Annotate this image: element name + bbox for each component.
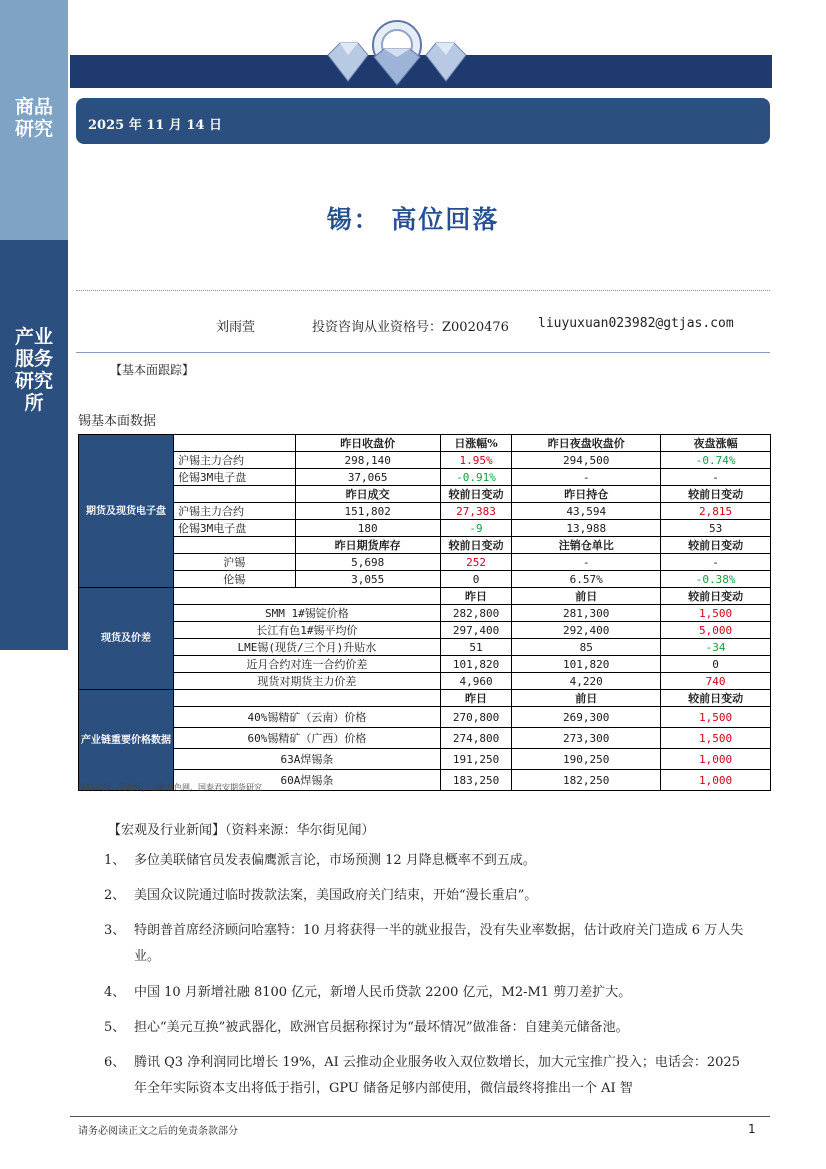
news-number: 5、: [104, 1020, 126, 1035]
author-email[interactable]: liuyuxuan023982@gtjas.com: [538, 316, 734, 331]
news-number: 4、: [104, 985, 126, 1000]
table-cell: 5,000: [661, 622, 771, 639]
row-label: 沪锡: [174, 554, 296, 571]
column-header: 前日: [512, 690, 661, 707]
table-cell: 1,500: [661, 707, 771, 728]
table-cell: 43,594: [512, 503, 661, 520]
row-label: 沪锡主力合约: [174, 452, 296, 469]
table-row: [79, 520, 771, 537]
column-header: 昨日: [440, 690, 511, 707]
tin-fundamental-table: [78, 434, 771, 791]
table-row: [79, 469, 771, 486]
table-row: [79, 605, 771, 622]
table-header-row: [79, 486, 771, 503]
news-text: 中国 10 月新增社融 8100 亿元，新增人民币贷款 2200 亿元，M2-M1 剪刀差扩大。: [134, 985, 632, 1000]
table-cell: 37,065: [295, 469, 440, 486]
table-cell: 2,815: [661, 503, 771, 520]
column-header: 较前日变动: [661, 537, 771, 554]
table-cell: 273,300: [512, 728, 661, 749]
column-header: 较前日变动: [661, 588, 771, 605]
divider-solid: [76, 352, 770, 353]
table-cell: 4,220: [512, 673, 661, 690]
table-cell: 282,800: [440, 605, 511, 622]
group-label-industry: 产业链重要价格数据: [79, 690, 174, 791]
table-row: [79, 639, 771, 656]
news-text: 担心“美元互换”被武器化，欧洲官员据称探讨为“最坏情况”做准备：自建美元储备池。: [134, 1020, 629, 1035]
table-caption: 锡基本面数据: [78, 414, 157, 429]
table-cell: 101,820: [440, 656, 511, 673]
news-text: 腾讯 Q3 净利润同比增长 19%，AI 云推动企业服务收入双位数增长，加大元宝推广投入；电话会：2025 年全年实际资本支出将低于指引，GPU 储备足够内部使用，微信最终将推出一个 AI 智: [134, 1055, 740, 1096]
page-title: 锡： 高位回落: [326, 205, 500, 234]
column-header: 昨日持仓: [512, 486, 661, 503]
table-cell: 270,800: [440, 707, 511, 728]
column-header: 昨日: [440, 588, 511, 605]
column-header: 昨日成交: [295, 486, 440, 503]
table-cell: 298,140: [295, 452, 440, 469]
table-row: [79, 622, 771, 639]
table-cell: 101,820: [512, 656, 661, 673]
column-header: 昨日收盘价: [295, 435, 440, 452]
row-label: SMM 1#锡锭价格: [174, 605, 441, 622]
section-heading-news: 【宏观及行业新闻】（资料来源：华尔街见闻）: [108, 823, 375, 838]
table-cell: -: [661, 469, 771, 486]
table-cell: 183,250: [440, 770, 511, 791]
row-label: 近月合约对连一合约价差: [174, 656, 441, 673]
group-label-spot: 现货及价差: [79, 588, 174, 690]
table-cell: -34: [661, 639, 771, 656]
table-cell: -0.38%: [661, 571, 771, 588]
page-number: 1: [748, 1122, 756, 1136]
table-cell: 13,988: [512, 520, 661, 537]
author-name: 刘雨萱: [216, 320, 256, 335]
row-label: 伦锡: [174, 571, 296, 588]
author-qualification: 投资咨询从业资格号：Z0020476: [312, 320, 509, 335]
column-header: 较前日变动: [661, 486, 771, 503]
news-number: 1、: [104, 853, 126, 868]
table-header-row: [79, 537, 771, 554]
news-item: [104, 1050, 754, 1102]
news-item: [104, 980, 754, 1006]
news-text: 特朗普首席经济顾问哈塞特：10 月将获得一半的就业报告，没有失业率数据，估计政府关门造成 6 万人失业。: [134, 923, 744, 964]
table-cell: 269,300: [512, 707, 661, 728]
row-label: 沪锡主力合约: [174, 503, 296, 520]
news-number: 2、: [104, 888, 126, 903]
table-row: [79, 707, 771, 728]
table-cell: 252: [440, 554, 511, 571]
table-row: [79, 452, 771, 469]
table-cell: 182,250: [512, 770, 661, 791]
report-date: 2025 年 11 月 14 日: [88, 118, 222, 133]
table-cell: 297,400: [440, 622, 511, 639]
section-heading-fundamental: 【基本面跟踪】: [110, 363, 195, 377]
divider-dotted: [76, 290, 770, 291]
table-cell: 1,500: [661, 728, 771, 749]
news-item: [104, 1015, 754, 1041]
row-label: 60A焊锡条: [174, 770, 441, 791]
table-row: [79, 749, 771, 770]
news-item: [104, 918, 754, 970]
table-cell: 190,250: [512, 749, 661, 770]
footer-disclaimer: 请务必阅读正文之后的免责条款部分: [78, 1126, 238, 1137]
column-header: 较前日变动: [661, 690, 771, 707]
sidebar-bottom-label: 产业服务研究所: [14, 326, 53, 414]
row-label: 现货对期货主力价差: [174, 673, 441, 690]
table-cell: 85: [512, 639, 661, 656]
row-label: 伦锡3M电子盘: [174, 469, 296, 486]
footer-divider: [70, 1116, 770, 1117]
column-header: 夜盘涨幅: [661, 435, 771, 452]
table-cell: 6.57%: [512, 571, 661, 588]
table-cell: -0.74%: [661, 452, 771, 469]
news-text: 多位美联储官员发表偏鹰派言论，市场预测 12 月降息概率不到五成。: [134, 853, 536, 868]
table-cell: -: [512, 469, 661, 486]
table-cell: 51: [440, 639, 511, 656]
table-cell: 292,400: [512, 622, 661, 639]
table-row: [79, 554, 771, 571]
table-cell: 1,000: [661, 770, 771, 791]
row-label: 长江有色1#锡平均价: [174, 622, 441, 639]
table-cell: 3,055: [295, 571, 440, 588]
row-label: 伦锡3M电子盘: [174, 520, 296, 537]
table-header-row: [79, 435, 771, 452]
table-cell: 274,800: [440, 728, 511, 749]
news-number: 3、: [104, 923, 126, 938]
news-item: [104, 848, 754, 874]
table-row: [79, 503, 771, 520]
table-cell: 281,300: [512, 605, 661, 622]
table-cell: 4,960: [440, 673, 511, 690]
table-cell: 0: [661, 656, 771, 673]
table-cell: 180: [295, 520, 440, 537]
table-header-row: [79, 690, 771, 707]
table-row: [79, 656, 771, 673]
table-cell: 1,500: [661, 605, 771, 622]
table-cell: 294,500: [512, 452, 661, 469]
diamond-logo-icon: [322, 15, 472, 89]
news-number: 6、: [104, 1055, 126, 1070]
sidebar-top-label: 商品研究: [14, 96, 53, 140]
column-header: 注销仓单比: [512, 537, 661, 554]
row-label: LME锡(现货/三个月)升贴水: [174, 639, 441, 656]
table-row: [79, 728, 771, 749]
column-header: 较前日变动: [440, 537, 511, 554]
sidebar-bottom: [0, 240, 68, 650]
table-cell: -: [661, 554, 771, 571]
column-header: 较前日变动: [440, 486, 511, 503]
table-cell: 0: [440, 571, 511, 588]
table-cell: 151,802: [295, 503, 440, 520]
table-row: [79, 673, 771, 690]
group-label-futures: 期货及现货电子盘: [79, 435, 174, 588]
table-cell: 740: [661, 673, 771, 690]
date-banner: [76, 98, 770, 144]
table-cell: 5,698: [295, 554, 440, 571]
table-header-row: [79, 588, 771, 605]
table-cell: 1,000: [661, 749, 771, 770]
column-header: 前日: [512, 588, 661, 605]
row-label: 40%锡精矿（云南）价格: [174, 707, 441, 728]
row-label: 60%锡精矿（广西）价格: [174, 728, 441, 749]
table-row: [79, 571, 771, 588]
table-cell: -: [512, 554, 661, 571]
news-item: [104, 883, 754, 909]
table-cell: 191,250: [440, 749, 511, 770]
column-header: 日涨幅%: [440, 435, 511, 452]
news-text: 美国众议院通过临时拨款法案，美国政府关门结束，开始“漫长重启”。: [134, 888, 538, 903]
column-header: 昨日期货库存: [295, 537, 440, 554]
table-cell: 1.95%: [440, 452, 511, 469]
table-cell: 27,383: [440, 503, 511, 520]
column-header: 昨日夜盘收盘价: [512, 435, 661, 452]
row-label: 63A焊锡条: [174, 749, 441, 770]
table-cell: -0.91%: [440, 469, 511, 486]
table-cell: -9: [440, 520, 511, 537]
source-note: 资料来源：同花顺，上海有色网，国泰君安期货研究: [78, 783, 262, 792]
table-cell: 53: [661, 520, 771, 537]
